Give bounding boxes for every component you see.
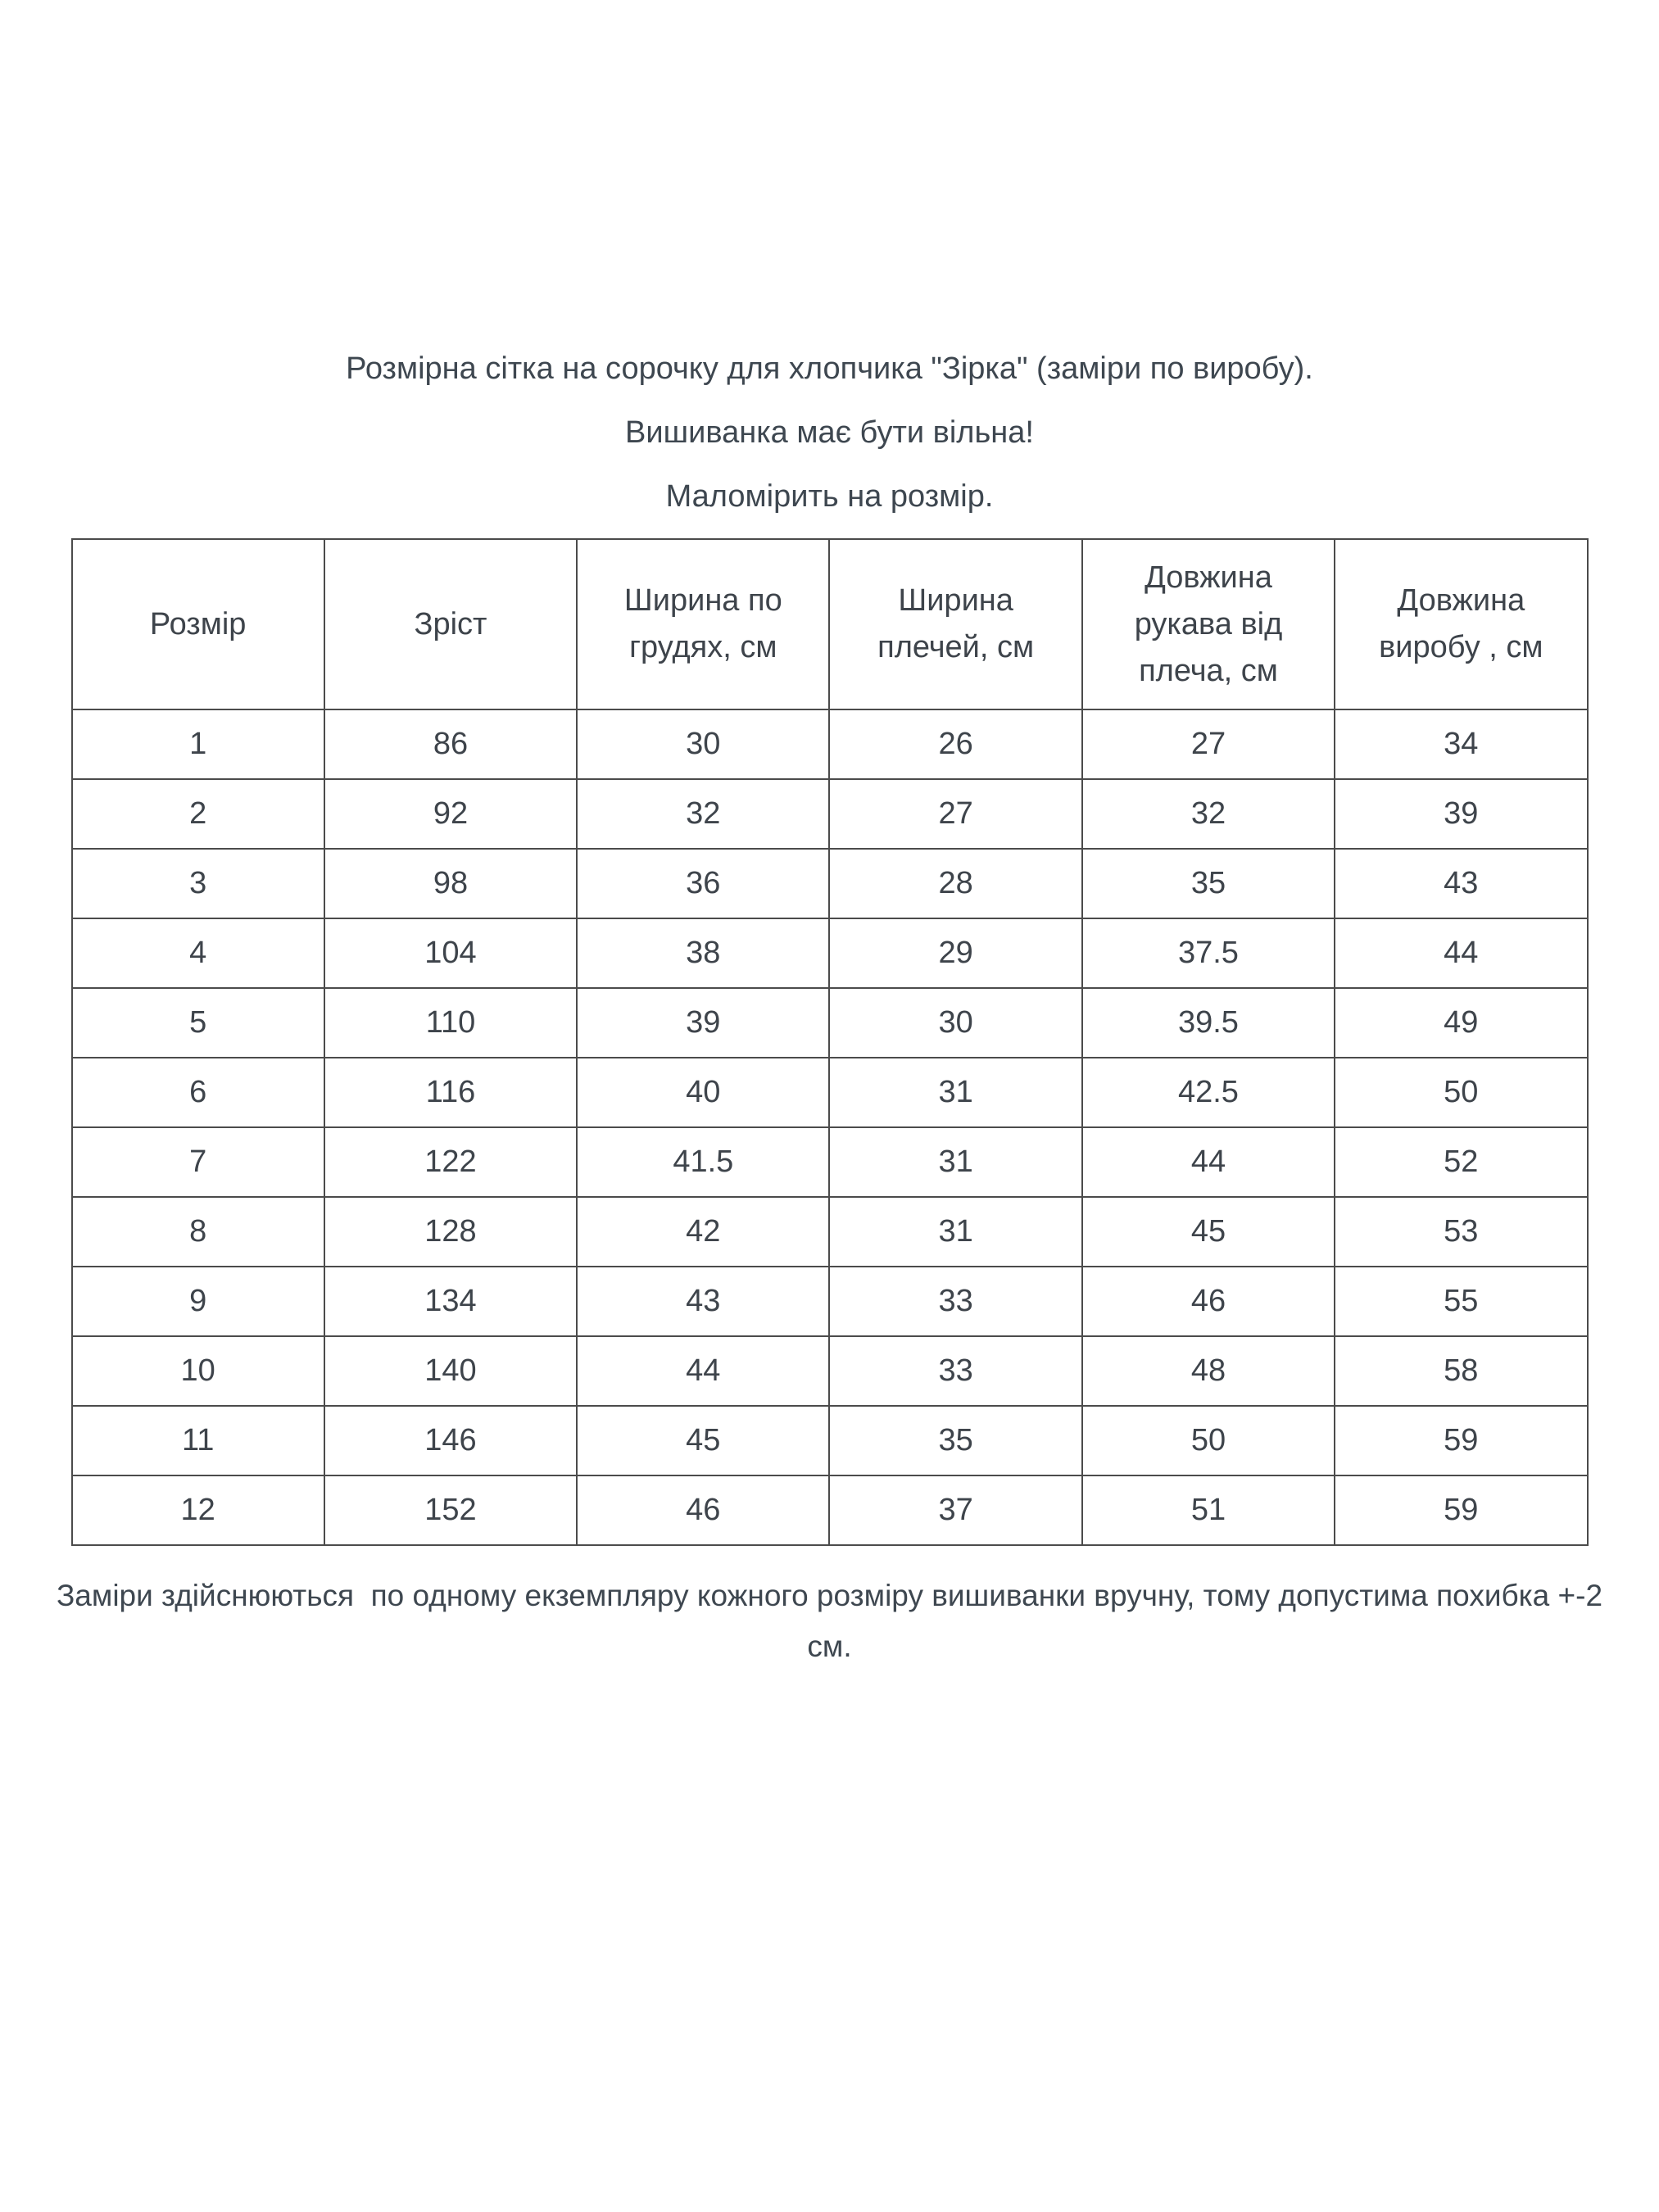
title-block bbox=[0, 0, 1659, 528]
table-cell: 98 bbox=[324, 849, 577, 918]
table-cell: 6 bbox=[72, 1058, 324, 1127]
table-cell: 42 bbox=[577, 1197, 829, 1267]
table-cell: 39.5 bbox=[1082, 988, 1335, 1058]
table-cell: 7 bbox=[72, 1127, 324, 1197]
size-table-body bbox=[72, 709, 1588, 1545]
title-line-1: Розмірна сітка на сорочку для хлопчика "Зірка" (заміри по виробу). bbox=[346, 351, 1313, 386]
table-cell: 46 bbox=[1082, 1267, 1335, 1336]
table-cell: 33 bbox=[829, 1267, 1081, 1336]
footnote bbox=[43, 1571, 1616, 1672]
table-cell: 122 bbox=[324, 1127, 577, 1197]
column-header-1: Розмір bbox=[72, 539, 324, 709]
table-row bbox=[72, 1197, 1588, 1267]
table-cell: 41.5 bbox=[577, 1127, 829, 1197]
table-cell: 45 bbox=[577, 1406, 829, 1475]
table-cell: 86 bbox=[324, 709, 577, 779]
table-cell: 11 bbox=[72, 1406, 324, 1475]
table-cell: 27 bbox=[829, 779, 1081, 849]
footnote-line-2: см. bbox=[807, 1630, 852, 1663]
table-cell: 26 bbox=[829, 709, 1081, 779]
table-row bbox=[72, 918, 1588, 988]
table-row bbox=[72, 849, 1588, 918]
table-row bbox=[72, 1127, 1588, 1197]
table-row bbox=[72, 779, 1588, 849]
table-cell: 12 bbox=[72, 1475, 324, 1545]
table-row bbox=[72, 1058, 1588, 1127]
table-cell: 4 bbox=[72, 918, 324, 988]
column-header-2: Зріст bbox=[324, 539, 577, 709]
table-cell: 5 bbox=[72, 988, 324, 1058]
table-cell: 44 bbox=[1082, 1127, 1335, 1197]
table-cell: 59 bbox=[1335, 1406, 1587, 1475]
table-cell: 128 bbox=[324, 1197, 577, 1267]
table-cell: 10 bbox=[72, 1336, 324, 1406]
table-row bbox=[72, 1267, 1588, 1336]
table-cell: 29 bbox=[829, 918, 1081, 988]
table-cell: 46 bbox=[577, 1475, 829, 1545]
table-cell: 104 bbox=[324, 918, 577, 988]
table-cell: 40 bbox=[577, 1058, 829, 1127]
table-cell: 53 bbox=[1335, 1197, 1587, 1267]
column-header-3: Ширина по грудях, см bbox=[577, 539, 829, 709]
table-cell: 43 bbox=[1335, 849, 1587, 918]
table-cell: 50 bbox=[1082, 1406, 1335, 1475]
table-row bbox=[72, 1336, 1588, 1406]
footnote-line-1: Заміри здійснюються по одному екземпляру кожного розміру вишиванки вручну, тому допустима похибка +-2 bbox=[56, 1579, 1603, 1612]
table-cell: 110 bbox=[324, 988, 577, 1058]
table-cell: 152 bbox=[324, 1475, 577, 1545]
column-header-6: Довжина виробу , см bbox=[1335, 539, 1587, 709]
table-cell: 30 bbox=[829, 988, 1081, 1058]
table-cell: 1 bbox=[72, 709, 324, 779]
table-cell: 2 bbox=[72, 779, 324, 849]
table-cell: 43 bbox=[577, 1267, 829, 1336]
table-cell: 49 bbox=[1335, 988, 1587, 1058]
table-cell: 140 bbox=[324, 1336, 577, 1406]
table-cell: 52 bbox=[1335, 1127, 1587, 1197]
table-cell: 28 bbox=[829, 849, 1081, 918]
table-cell: 36 bbox=[577, 849, 829, 918]
column-header-4: Ширина плечей, см bbox=[829, 539, 1081, 709]
table-cell: 31 bbox=[829, 1197, 1081, 1267]
table-cell: 146 bbox=[324, 1406, 577, 1475]
table-cell: 34 bbox=[1335, 709, 1587, 779]
table-cell: 31 bbox=[829, 1058, 1081, 1127]
table-cell: 50 bbox=[1335, 1058, 1587, 1127]
table-cell: 35 bbox=[829, 1406, 1081, 1475]
table-cell: 38 bbox=[577, 918, 829, 988]
header-row bbox=[72, 539, 1588, 709]
table-cell: 134 bbox=[324, 1267, 577, 1336]
size-table-head bbox=[72, 539, 1588, 709]
table-row bbox=[72, 709, 1588, 779]
table-row bbox=[72, 1475, 1588, 1545]
table-cell: 30 bbox=[577, 709, 829, 779]
table-cell: 8 bbox=[72, 1197, 324, 1267]
table-cell: 39 bbox=[1335, 779, 1587, 849]
size-table bbox=[71, 538, 1589, 1546]
table-cell: 37.5 bbox=[1082, 918, 1335, 988]
table-row bbox=[72, 1406, 1588, 1475]
title-line-2: Вишиванка має бути вільна! bbox=[625, 415, 1034, 450]
column-header-5: Довжина рукава від плеча, см bbox=[1082, 539, 1335, 709]
table-cell: 59 bbox=[1335, 1475, 1587, 1545]
table-cell: 37 bbox=[829, 1475, 1081, 1545]
table-row bbox=[72, 988, 1588, 1058]
table-cell: 116 bbox=[324, 1058, 577, 1127]
table-cell: 58 bbox=[1335, 1336, 1587, 1406]
table-cell: 27 bbox=[1082, 709, 1335, 779]
table-cell: 55 bbox=[1335, 1267, 1587, 1336]
table-cell: 3 bbox=[72, 849, 324, 918]
table-cell: 33 bbox=[829, 1336, 1081, 1406]
table-cell: 44 bbox=[1335, 918, 1587, 988]
table-cell: 45 bbox=[1082, 1197, 1335, 1267]
table-cell: 32 bbox=[1082, 779, 1335, 849]
table-cell: 51 bbox=[1082, 1475, 1335, 1545]
table-cell: 48 bbox=[1082, 1336, 1335, 1406]
table-cell: 42.5 bbox=[1082, 1058, 1335, 1127]
table-cell: 92 bbox=[324, 779, 577, 849]
table-cell: 44 bbox=[577, 1336, 829, 1406]
table-cell: 32 bbox=[577, 779, 829, 849]
table-cell: 39 bbox=[577, 988, 829, 1058]
table-cell: 35 bbox=[1082, 849, 1335, 918]
table-cell: 31 bbox=[829, 1127, 1081, 1197]
table-cell: 9 bbox=[72, 1267, 324, 1336]
title-line-3: Маломірить на розмір. bbox=[665, 479, 994, 514]
